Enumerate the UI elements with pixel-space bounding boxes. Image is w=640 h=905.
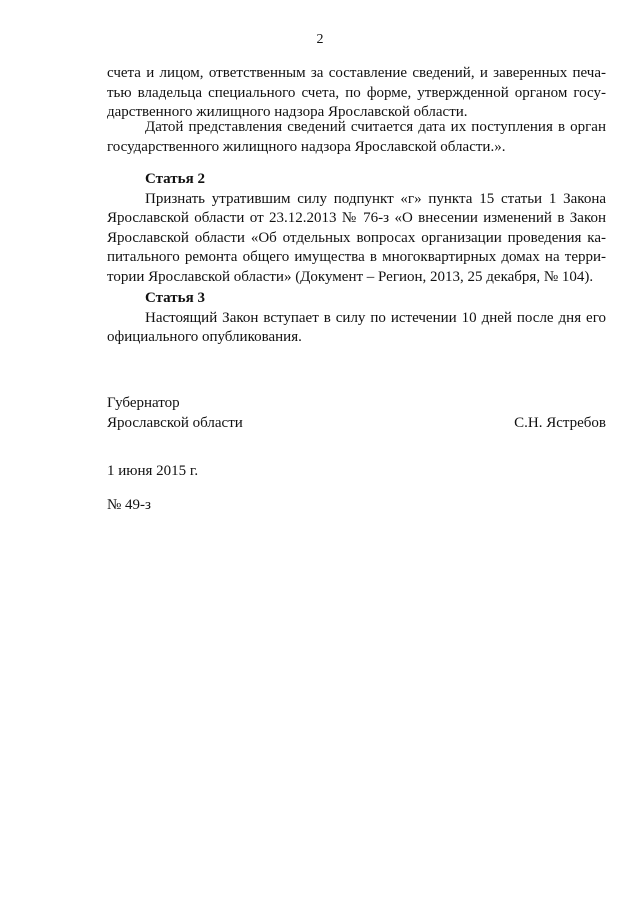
signature-block — [107, 394, 606, 433]
paragraph-1 — [107, 64, 606, 123]
paragraph-line: Датой представления сведений считается дата их поступления в орган — [145, 119, 606, 135]
paragraph-line: тью владельца специального счета, по форме, утвержденной органом госу- — [107, 84, 606, 101]
article-2 — [107, 170, 606, 287]
paragraph-2 — [107, 118, 606, 157]
signature-title: Губернатор — [107, 395, 180, 411]
article-3 — [107, 289, 606, 348]
document-number: № 49-з — [107, 497, 151, 513]
page-number: 2 — [316, 32, 324, 47]
article-line: Ярославской области «Об отдельных вопросах организации проведения ка- — [107, 229, 606, 246]
signature-title-row — [107, 394, 606, 414]
article-line: Признать утратившим силу подпункт «г» пункта 15 статьи 1 Закона — [145, 190, 606, 207]
article-2-heading: Статья 2 — [145, 171, 205, 187]
article-line: официального опубликования. — [107, 329, 302, 345]
paragraph-line: счета и лицом, ответственным за составление сведений, и заверенных печа- — [107, 65, 606, 81]
article-3-heading: Статья 3 — [145, 290, 205, 306]
paragraph-line: государственного жилищного надзора Ярославской области.». — [107, 138, 506, 155]
signature-name-row — [107, 414, 606, 434]
article-line: питального ремонта общего имущества в многоквартирных домах на терри- — [107, 249, 606, 265]
article-line: Ярославской области от 23.12.2013 № 76-з «О внесении изменений в Закон — [107, 210, 606, 226]
article-line: тории Ярославской области» (Документ – Регион, 2013, 25 декабря, № 104). — [107, 268, 594, 285]
paragraph-line: дарственного жилищного надзора Ярославской области. — [107, 104, 468, 120]
document-date: 1 июня 2015 г. — [107, 463, 199, 479]
signature-region: Ярославской области — [107, 414, 243, 431]
signatory-name: С.Н. Ястребов — [514, 414, 606, 431]
article-line: Настоящий Закон вступает в силу по истечении 10 дней после дня его — [145, 309, 606, 326]
